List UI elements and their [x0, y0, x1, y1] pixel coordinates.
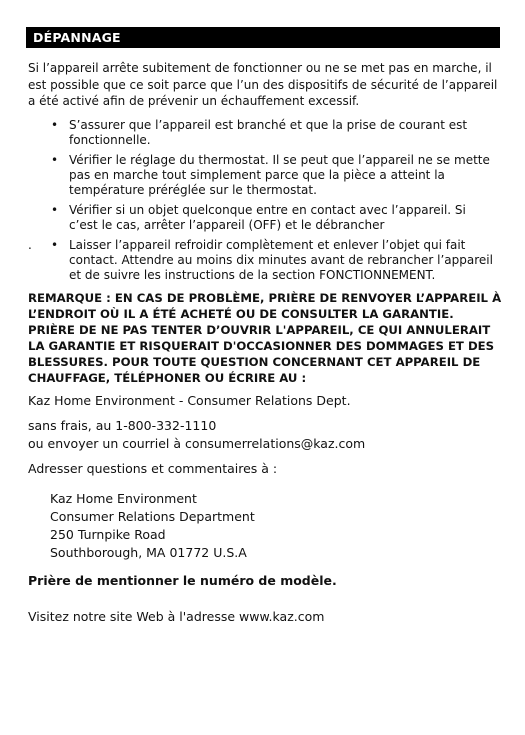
list-item [28, 203, 498, 233]
list-item-text: Laisser l’appareil refroidir complètement et enlever l’objet qui fait contact. Attendre au moins dix minutes avant de rebrancher l’appareil et de suivre les instructions de la section FONCTIONNEMENT. [69, 238, 493, 282]
list-item [28, 118, 498, 148]
website-line: Visitez notre site Web à l'adresse www.kaz.com [28, 609, 325, 624]
section-title-bar: DÉPANNAGE [26, 27, 500, 48]
address-line: Kaz Home Environment [50, 491, 197, 506]
intro-paragraph: Si l’appareil arrête subitement de fonctionner ou ne se met pas en marche, il est possible que ce soit parce que l’un des dispositifs de sécurité de l’appareil a été activé afin de prévenir un échauffement excessif. [28, 61, 498, 108]
company-line: Kaz Home Environment - Consumer Relations Dept. [28, 393, 351, 408]
list-item-text: S’assurer que l’appareil est branché et que la prise de courant est fonctionnelle. [69, 118, 468, 147]
list-item [28, 153, 498, 198]
bullet-marker: • [51, 238, 59, 252]
warning-remark: REMARQUE : EN CAS DE PROBLÈME, PRIÈRE DE RENVOYER L’APPAREIL À L’ENDROIT OÙ IL A ÉTÉ ACHETÉ OU DE CONSULTER LA GARANTIE. PRIÈRE DE NE PAS TENTER D’OUVRIR L'APPAREIL, CE QUI ANNULERAIT LA GARANTIE ET RISQUERAIT D'OCCASIONNER DES DOMMAGES ET DES BLESSURES. POUR TOUTE QUESTION CONCERNANT CET APPAREIL DE CHAUFFAGE, TÉLÉPHONER OU ÉCRIRE AU : [28, 291, 502, 385]
phone-line: sans frais, au 1-800-332-1110 [28, 418, 217, 433]
mailing-address [50, 490, 490, 562]
list-item-text: Vérifier le réglage du thermostat. Il se peut que l’appareil ne se mette pas en marche tout simplement parce que la pièce a atteint la température préréglée sur le thermostat. [69, 153, 490, 197]
bullet-marker: • [51, 118, 59, 132]
address-intro: Adresser questions et commentaires à : [28, 461, 278, 476]
bullet-marker: • [51, 203, 59, 217]
email-line: ou envoyer un courriel à consumerrelations@kaz.com [28, 436, 366, 451]
list-item [28, 238, 498, 283]
troubleshooting-list [28, 118, 498, 288]
stray-mark: . [28, 238, 32, 252]
address-line: Consumer Relations Department [50, 509, 255, 524]
address-line: Southborough, MA 01772 U.S.A [50, 545, 247, 560]
address-line: 250 Turnpike Road [50, 527, 166, 542]
bullet-marker: • [51, 153, 59, 167]
list-item-text: Vérifier si un objet quelconque entre en contact avec l’appareil. Si c’est le cas, arrêter l’appareil (OFF) et le débrancher [69, 203, 466, 232]
model-number-note: Prière de mentionner le numéro de modèle. [28, 573, 337, 588]
